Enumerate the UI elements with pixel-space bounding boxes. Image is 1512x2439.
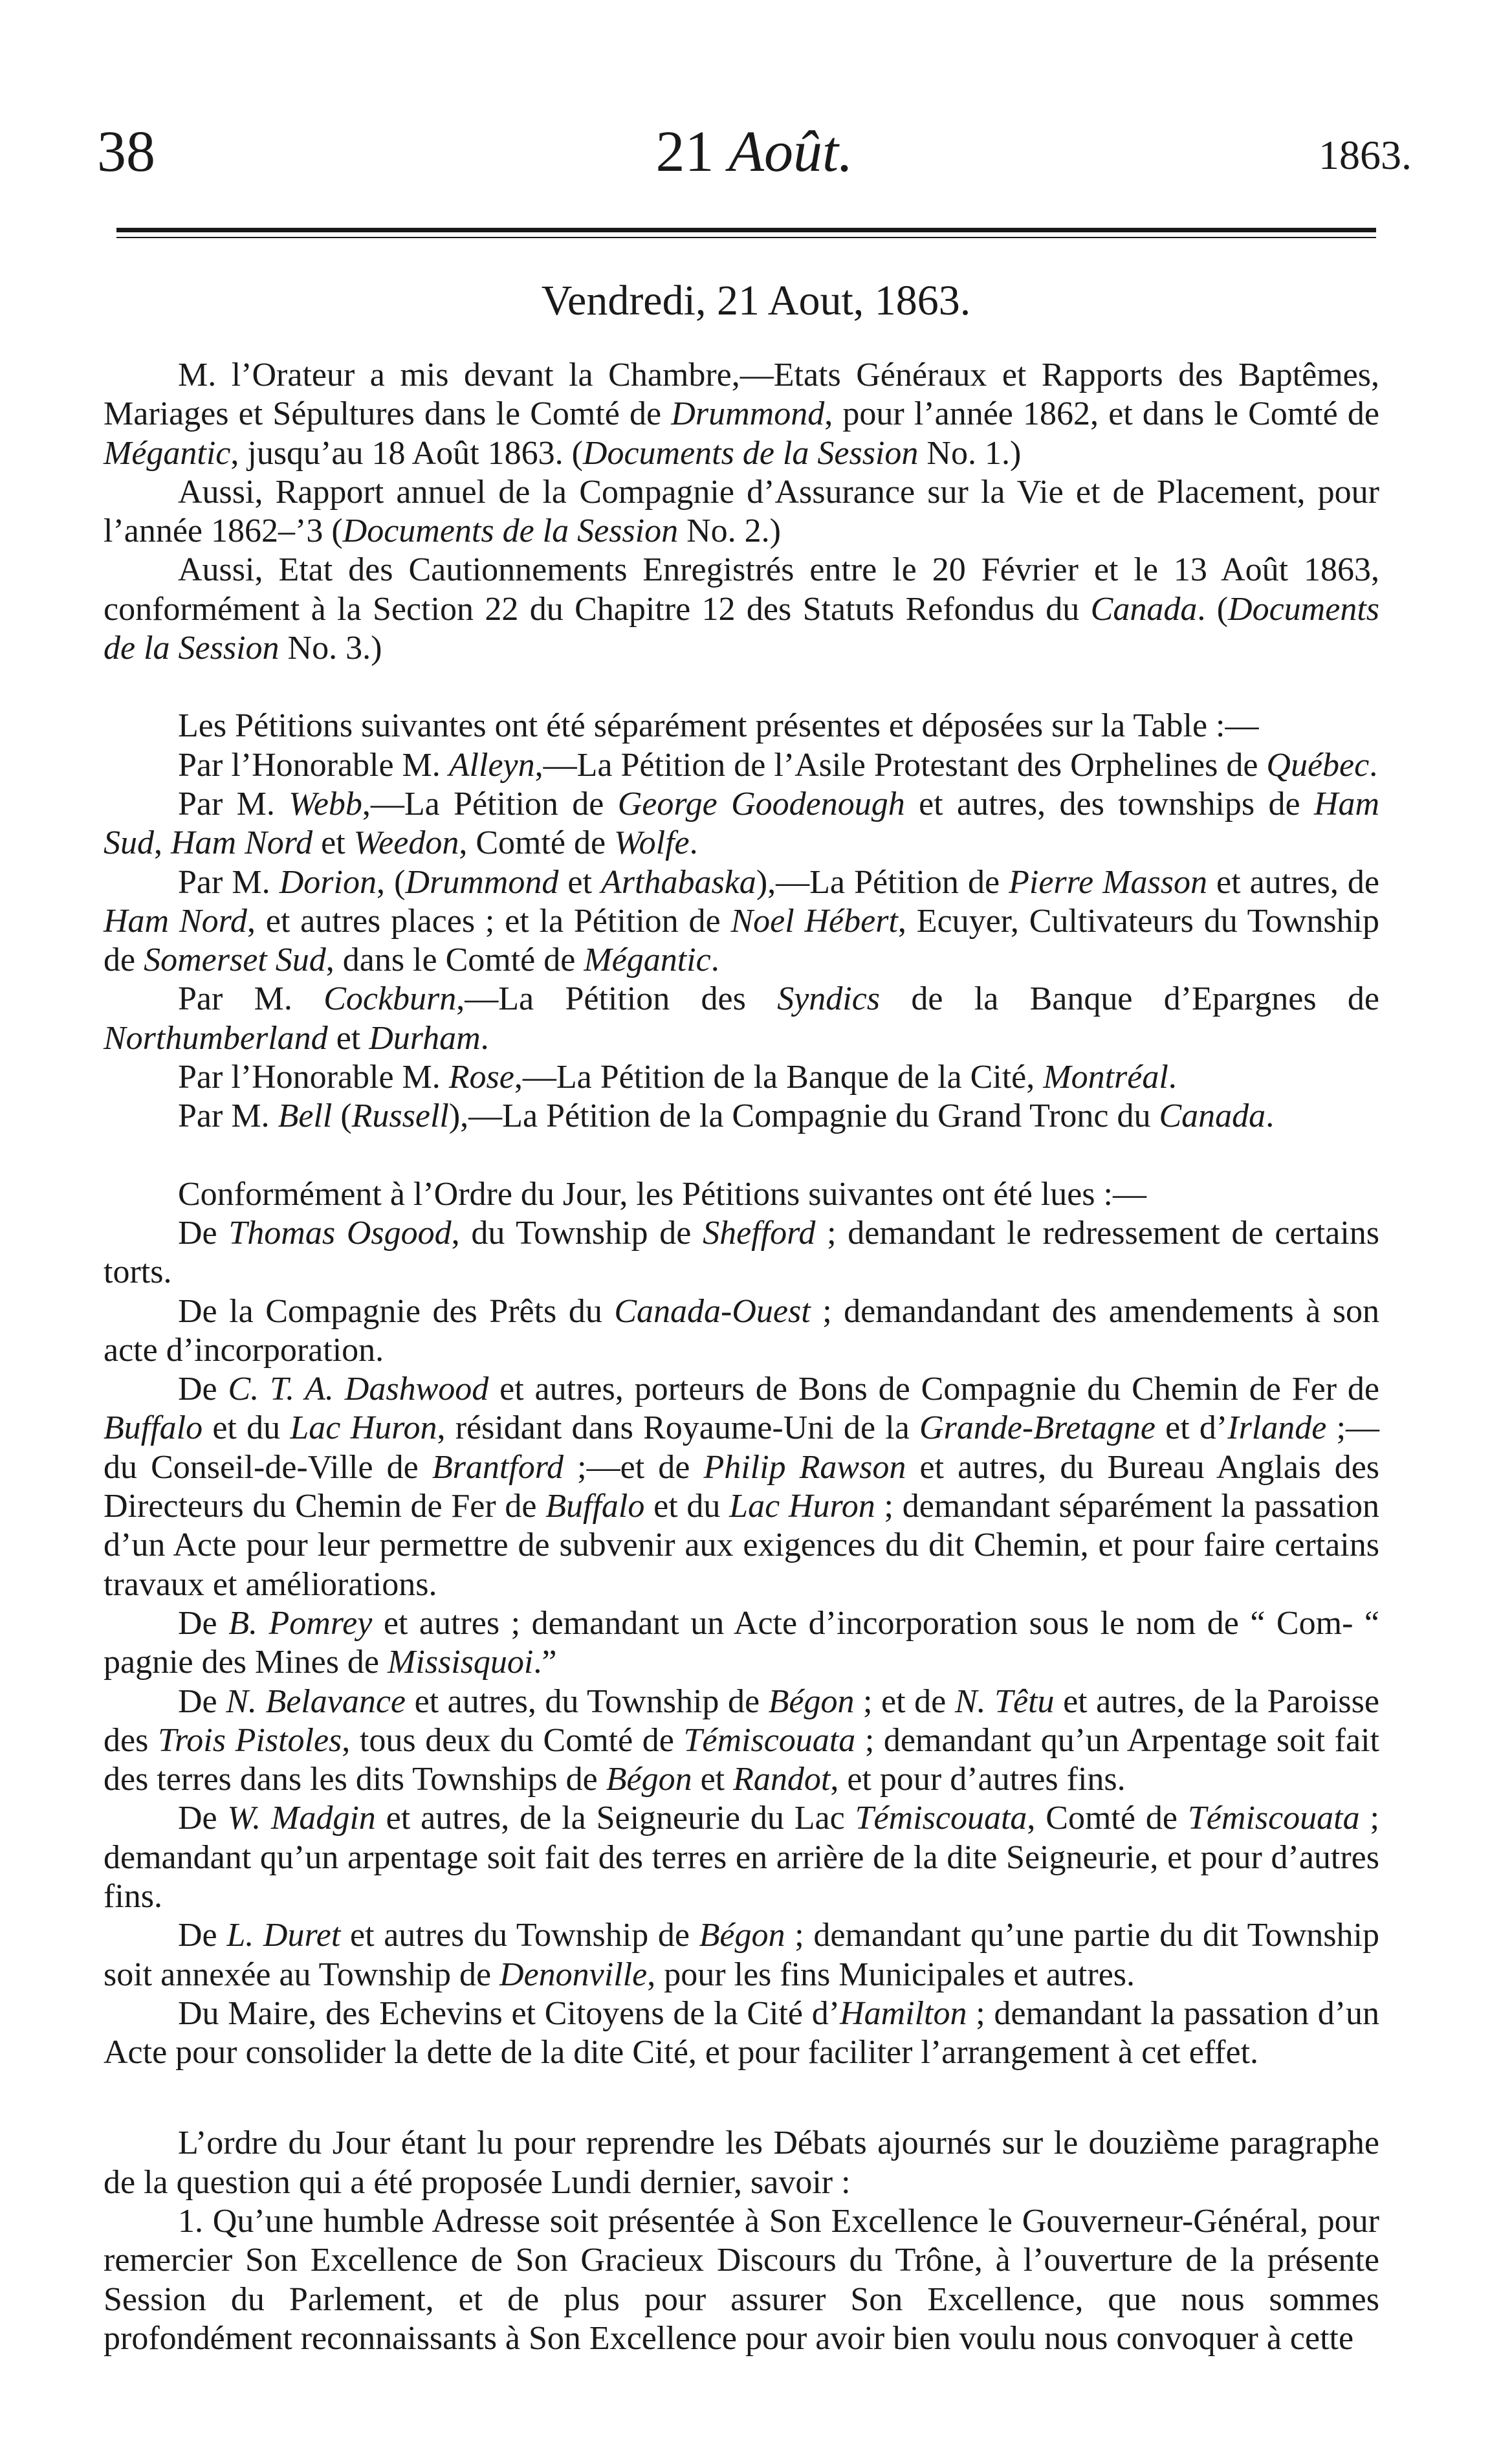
paragraph: De B. Pomrey et autres ; demandant un Acte d’incorporation sous le nom de “ Com- “ pagnie des Mines de Missisquoi.” [104, 1604, 1380, 1681]
body-text [104, 356, 1379, 2358]
page-header [97, 116, 1412, 188]
paragraph: De la Compagnie des Prêts du Canada-Ouest ; demandandant des amendements à son acte d’incorporation. [104, 1292, 1379, 1369]
header-year: 1863. [1319, 132, 1412, 178]
paragraph: 1. Qu’une humble Adresse soit présentée à Son Excellence le Gouverneur-Général, pour remercier Son Excellence de Son Gracieux Discours du Trône, à l’ouverture de la présente Session du Parlement, et de plus pour assurer Son Excellence, que nous sommes profondément reconnaissants à Son Excellence pour avoir bien voulu nous convoquer à cette [104, 2203, 1379, 2357]
paragraph: Par l’Honorable M. Alleyn,—La Pétition de l’Asile Protestant des Orphelines de Québec. [178, 746, 1378, 784]
paragraph: Aussi, Etat des Cautionnements Enregistrés entre le 20 Février et le 13 Août 1863, conformément à la Section 22 du Chapitre 12 des Statuts Refondus du Canada. (Documents de la Session No. 3.) [104, 551, 1379, 667]
paragraph: Aussi, Rapport annuel de la Compagnie d’Assurance sur la Vie et de Placement, pour l’année 1862–’3 (Documents de la Session No. 2.) [104, 473, 1379, 550]
header-day: 21 [655, 120, 714, 184]
paragraph: De Thomas Osgood, du Township de Shefford ; demandant le redressement de certains torts. [104, 1214, 1380, 1291]
paragraph: Par M. Bell (Russell),—La Pétition de la Compagnie du Grand Tronc du Canada. [178, 1098, 1275, 1135]
paragraph: M. l’Orateur a mis devant la Chambre,—Etats Généraux et Rapports des Baptêmes, Mariages et Sépultures dans le Comté de Drummond, pour l’année 1862, et dans le Comté de Mégantic, jusqu’au 18 Août 1863. (Documents de la Session No. 1.) [104, 357, 1379, 472]
header-date [97, 116, 1412, 188]
paragraph: Par M. Dorion, (Drummond et Arthabaska),—La Pétition de Pierre Masson et autres, de Ham Nord, et autres places ; et la Pétition de Noel Hébert, Ecuyer, Cultivateurs du Township de Somerset Sud, dans le Comté de Mégantic. [104, 863, 1380, 979]
paragraph: Du Maire, des Echevins et Citoyens de la Cité d’Hamilton ; demandant la passation d’un Acte pour consolider la dette de la dite Cité, et pour faciliter l’arrangement à cet effet. [104, 1994, 1380, 2071]
header-month: Août. [729, 120, 853, 184]
paragraph: Les Pétitions suivantes ont été séparément présentes et déposées sur la Table :— [178, 707, 1259, 745]
header-rule-thin [116, 237, 1376, 238]
header-rule-thick [116, 228, 1376, 232]
paragraph: De L. Duret et autres du Township de Bégon ; demandant qu’une partie du dit Township soit annexée au Township de Denonville, pour les fins Municipales et autres. [104, 1917, 1379, 1993]
paragraph: Conformément à l’Ordre du Jour, les Pétitions suivantes ont été lues :— [178, 1175, 1146, 1213]
paragraph: De C. T. A. Dashwood et autres, porteurs de Bons de Compagnie du Chemin de Fer de Buffalo et du Lac Huron, résidant dans Royaume-Uni de la Grande-Bretagne et d’Irlande ;—du Conseil-de-Ville de Brantford ;—et de Philip Rawson et autres, du Bureau Anglais des Directeurs du Chemin de Fer de Buffalo et du Lac Huron ; demandant séparément la passation d’un Acte pour leur permettre de subvenir aux exigences du dit Chemin, et pour faire certains travaux et améliorations. [104, 1371, 1380, 1603]
paragraph: De N. Belavance et autres, du Township de Bégon ; et de N. Têtu et autres, de la Paroisse des Trois Pistoles, tous deux du Comté de Témiscouata ; demandant qu’un Arpentage soit fait des terres dans les dits Townships de Bégon et Randot, et pour d’autres fins. [104, 1683, 1379, 1798]
paragraph: De W. Madgin et autres, de la Seigneurie du Lac Témiscouata, Comté de Témiscouata ; demandant qu’un arpentage soit fait des terres en arrière de la dite Seigneurie, et pour d’autres fins. [104, 1800, 1379, 1915]
paragraph: Par M. Cockburn,—La Pétition des Syndics de la Banque d’Epargnes de Northumberland et Durham. [104, 980, 1379, 1057]
paragraph: Par l’Honorable M. Rose,—La Pétition de la Banque de la Cité, Montréal. [178, 1059, 1177, 1096]
paragraph: L’ordre du Jour étant lu pour reprendre les Débats ajournés sur le douzième paragraphe de la question qui a été proposée Lundi dernier, savoir : [104, 2124, 1379, 2201]
page-number: 38 [97, 120, 155, 184]
sitting-title: Vendredi, 21 Aout, 1863. [541, 277, 971, 324]
paragraph: Par M. Webb,—La Pétition de George Goodenough et autres, des townships de Ham Sud, Ham Nord et Weedon, Comté de Wolfe. [104, 785, 1379, 862]
